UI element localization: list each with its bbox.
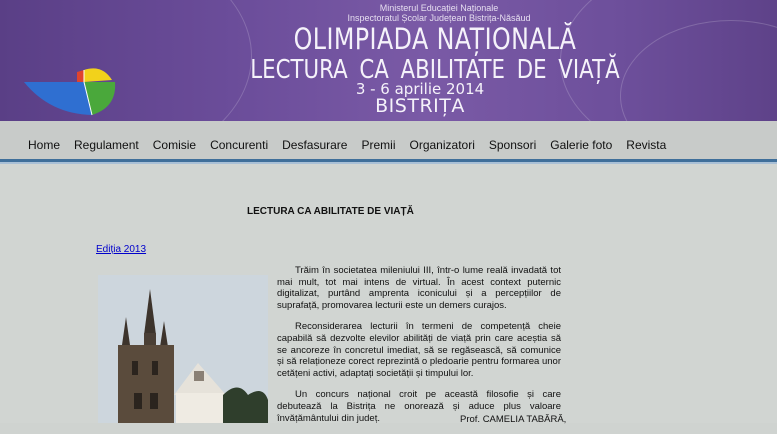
- nav-item-premii[interactable]: Premii: [361, 138, 396, 152]
- nav-menu: [28, 138, 680, 152]
- header-banner: [0, 0, 777, 121]
- article-signature: Prof. CAMELIA TABĂRĂ,: [460, 414, 567, 425]
- church-tower-image: [98, 275, 268, 423]
- banner-city: BISTRIȚA: [375, 95, 465, 117]
- article-paragraph: Un concurs național croit pe această filosofie și care debutează la Bistrița ne onorează și aduce plus valoare învățământului din județ.: [277, 389, 561, 424]
- main-navigation: [0, 121, 777, 162]
- ministry-heading: [316, 3, 562, 23]
- church-photo: [98, 275, 268, 423]
- edition-2013-link[interactable]: Ediția 2013: [96, 244, 147, 255]
- nav-item-sponsori[interactable]: Sponsori: [488, 138, 537, 152]
- nav-item-comisie[interactable]: Comisie: [152, 138, 197, 152]
- banner-subtitle: LECTURA CA ABILITATE DE VIAȚĂ: [250, 55, 620, 85]
- ministry-line-2: Inspectoratul Școlar Județean Bistrița-Năsăud: [347, 13, 531, 23]
- article-title: LECTURA CA ABILITATE DE VIAȚĂ: [247, 206, 414, 217]
- article-body: [277, 265, 561, 434]
- nav-item-concurenti[interactable]: Concurenti: [210, 138, 269, 152]
- nav-item-home[interactable]: Home: [28, 138, 61, 152]
- nav-item-desfasurare[interactable]: Desfasurare: [282, 138, 348, 152]
- olympiad-logo-icon: [22, 62, 117, 117]
- article-paragraph: Trăim în societatea mileniului III, într-o lume reală invadată tot mai mult, tot mai intens de virtual. În acest context puternic digitalizat, purtând amprenta iconicului și a percepțiilor de suprafață, promovarea lecturii este un demers curajos.: [277, 265, 561, 311]
- nav-item-revista[interactable]: Revista: [626, 138, 667, 152]
- ministry-line-1: Ministerul Educației Naționale: [379, 3, 499, 13]
- banner-title: OLIMPIADA NAȚIONALĂ: [293, 22, 577, 56]
- article-paragraph: Reconsiderarea lecturii în termeni de competență cheie capabilă să dezvolte elevilor abilități de viață prin care aceștia să se ancoreze în concretul imediat, să se regăsească, să comunice și să relaționeze corect reprezintă o pledoarie pentru formarea unor cetățeni activi, adaptați societății și timpului lor.: [277, 321, 561, 379]
- banner-dates: 3 - 6 aprilie 2014: [355, 80, 485, 98]
- nav-item-organizatori[interactable]: Organizatori: [409, 138, 475, 152]
- nav-item-galerie-foto[interactable]: Galerie foto: [550, 138, 613, 152]
- nav-item-regulament[interactable]: Regulament: [74, 138, 139, 152]
